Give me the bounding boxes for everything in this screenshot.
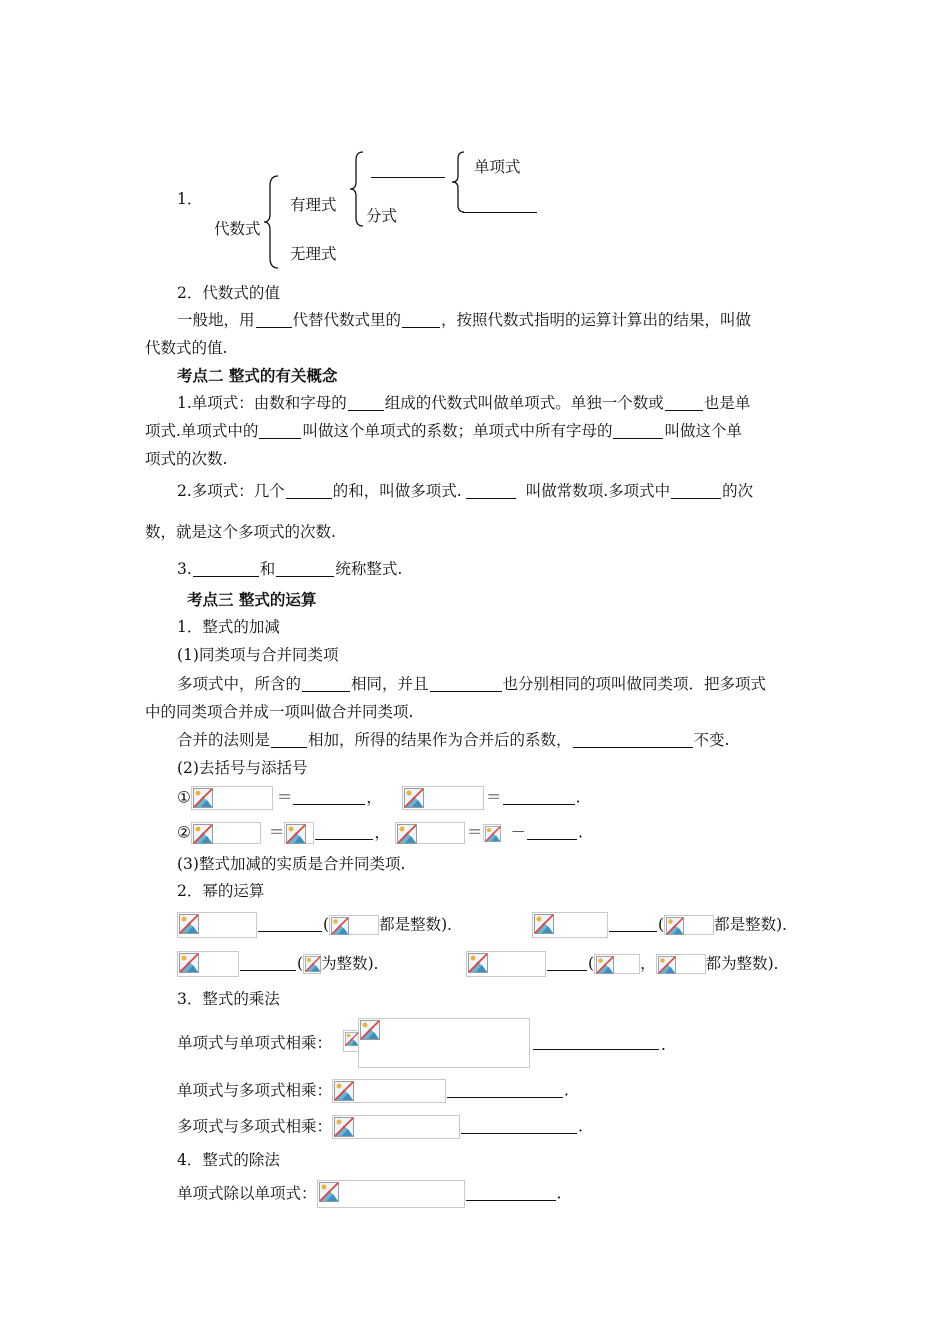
tree-monomial-label: 单项式 bbox=[474, 158, 521, 176]
broken-image-icon bbox=[284, 822, 314, 844]
broken-image-icon bbox=[317, 1180, 465, 1208]
paragraph: 项式.单项式中的 叫做这个单项式的系数；单项式中所有字母的 叫做这个单 bbox=[145, 422, 742, 440]
broken-image-icon bbox=[664, 915, 714, 935]
subsection-title: (1)同类项与合并同类项 bbox=[177, 646, 339, 664]
broken-image-icon bbox=[594, 954, 640, 974]
power-rule-row-2b: ( ， 都为整数)． bbox=[466, 951, 789, 979]
blank bbox=[258, 930, 322, 932]
broken-image-icon bbox=[191, 822, 261, 844]
blank bbox=[461, 1132, 577, 1134]
blank bbox=[240, 969, 296, 971]
blank bbox=[665, 409, 703, 411]
broken-image-icon bbox=[483, 824, 501, 842]
item-number: 1． bbox=[177, 190, 203, 208]
subsection-title: 3．整式的乘法 bbox=[177, 990, 280, 1008]
section-heading: 考点三 整式的运算 bbox=[187, 591, 317, 609]
blank bbox=[547, 969, 587, 971]
broken-image-icon bbox=[332, 1115, 460, 1139]
broken-image-icon bbox=[343, 1030, 359, 1052]
paragraph: 3. 和 统称整式. bbox=[177, 560, 403, 578]
paragraph: 一般地，用 代替代数式里的 ，按照代数式指明的运算计算出的结果，叫做 bbox=[177, 311, 752, 329]
power-rule-row-2: ( 为整数)． bbox=[177, 951, 389, 979]
power-rule-row-1: ( 都是整数)． bbox=[177, 912, 463, 940]
broken-image-icon bbox=[395, 822, 465, 844]
blank bbox=[613, 437, 663, 439]
subsection-title: 2．幂的运算 bbox=[177, 882, 265, 900]
paragraph: 2.多项式：几个 的和，叫做多项式. 叫做常数项.多项式中 的次 bbox=[177, 482, 754, 500]
broken-image-icon bbox=[402, 786, 484, 810]
multiplication-row-3: 多项式与多项式相乘： . bbox=[177, 1115, 583, 1141]
broken-image-icon bbox=[466, 951, 546, 977]
blank bbox=[573, 746, 693, 748]
broken-image-icon bbox=[177, 912, 257, 938]
tree-rational-label: 有理式 bbox=[290, 196, 337, 214]
blank bbox=[259, 437, 301, 439]
blank bbox=[193, 575, 259, 577]
blank bbox=[276, 575, 334, 577]
broken-image-icon bbox=[303, 954, 321, 974]
formula-row-2: ② ＝ ， bbox=[177, 822, 390, 846]
broken-image-icon bbox=[358, 1018, 530, 1068]
broken-image-icon bbox=[532, 912, 608, 938]
subsection-title: (2)去括号与添括号 bbox=[177, 759, 308, 777]
blank bbox=[430, 690, 502, 692]
section-title: 2．代数式的值 bbox=[177, 284, 280, 302]
power-rule-row-1b: ( 都是整数)． bbox=[532, 912, 798, 940]
blank bbox=[466, 497, 516, 499]
blank bbox=[533, 1048, 659, 1050]
multiplication-row-2: 单项式与多项式相乘： . bbox=[177, 1079, 569, 1105]
subsection-title: 4．整式的除法 bbox=[177, 1151, 280, 1169]
blank bbox=[286, 497, 332, 499]
broken-image-icon bbox=[177, 951, 239, 977]
paragraph: 多项式中，所含的 相同，并且 也分别相同的项叫做同类项．把多项式 bbox=[177, 675, 767, 693]
tree-irrational-label: 无理式 bbox=[290, 245, 337, 263]
blank bbox=[302, 690, 350, 692]
blank bbox=[503, 803, 575, 805]
formula-row-1b: ＝ . bbox=[402, 786, 580, 812]
formula-row-2b: ＝ － . bbox=[395, 822, 583, 846]
paragraph: 项式的次数. bbox=[145, 450, 228, 468]
blank-polynomial bbox=[463, 211, 537, 213]
blank-integral-expression bbox=[371, 176, 445, 178]
blank bbox=[466, 1199, 556, 1201]
paragraph: 1.单项式：由数和字母的 组成的代数式叫做单项式。单独一个数或 也是单 bbox=[177, 394, 751, 412]
blank bbox=[315, 838, 373, 840]
paragraph: 合并的法则是 相加，所得的结果作为合并后的系数， 不变. bbox=[177, 731, 730, 749]
section-heading: 考点二 整式的有关概念 bbox=[177, 367, 338, 385]
division-row-1: 单项式除以单项式： . bbox=[177, 1180, 561, 1208]
blank bbox=[293, 803, 365, 805]
paragraph: 数，就是这个多项式的次数. bbox=[145, 523, 336, 541]
blank bbox=[609, 930, 657, 932]
brace-root bbox=[262, 174, 284, 270]
brace-integral bbox=[450, 150, 468, 214]
paragraph: 代数式的值. bbox=[145, 339, 228, 357]
tree-root-label: 代数式 bbox=[214, 220, 261, 238]
paragraph: 中的同类项合并成一项叫做合并同类项. bbox=[145, 703, 414, 721]
paragraph: (3)整式加减的实质是合并同类项. bbox=[177, 855, 406, 873]
broken-image-icon bbox=[329, 915, 379, 935]
broken-image-icon bbox=[191, 786, 273, 810]
formula-row-1: ① ＝ ， bbox=[177, 786, 382, 812]
blank bbox=[402, 326, 440, 328]
blank bbox=[256, 326, 292, 328]
blank bbox=[527, 838, 577, 840]
brace-rational bbox=[348, 150, 368, 228]
blank bbox=[271, 746, 307, 748]
broken-image-icon bbox=[332, 1079, 446, 1103]
blank bbox=[348, 409, 384, 411]
broken-image-icon bbox=[656, 954, 706, 974]
subsection-title: 1．整式的加减 bbox=[177, 618, 280, 636]
tree-fraction-label: 分式 bbox=[366, 207, 398, 225]
blank bbox=[447, 1096, 563, 1098]
blank bbox=[671, 497, 721, 499]
